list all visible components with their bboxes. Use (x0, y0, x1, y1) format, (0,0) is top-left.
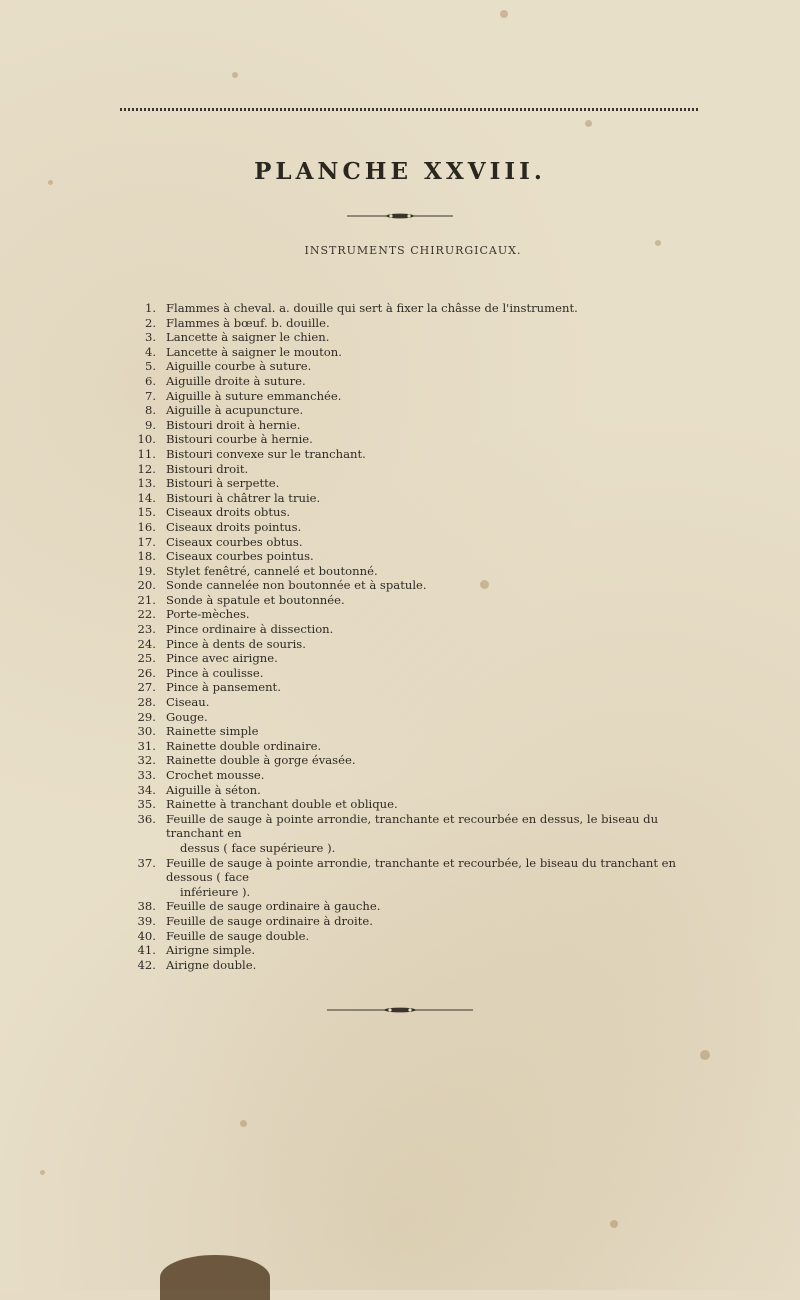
item-text: Bistouri à serpette. (166, 476, 280, 491)
item-text: Crochet mousse. (166, 768, 265, 782)
section-subtitle: INSTRUMENTS CHIRURGICAUX. (304, 244, 522, 257)
item-number: 18. (137, 549, 156, 564)
list-item (120, 753, 710, 768)
item-text: Rainette simple (166, 724, 259, 739)
list-item (120, 520, 710, 535)
item-text: Pince avec airigne. (166, 651, 278, 666)
item-text: Pince à pansement. (166, 680, 281, 695)
item-text: Aiguille courbe à suture. (166, 359, 312, 374)
item-text: Pince à coulisse. (166, 665, 264, 680)
list-item (120, 549, 710, 564)
item-text: Gouge. (166, 709, 208, 724)
list-item (120, 491, 710, 506)
list-item (120, 593, 710, 608)
item-text: Pince à dents de souris. (166, 636, 306, 651)
item-text: Feuille de sauge à pointe arrondie, tranchante et recourbée en dessus, le biseau du tranchant en (166, 811, 659, 841)
list-item (120, 958, 710, 973)
ornament-rule-icon (345, 211, 455, 221)
list-item (120, 345, 710, 360)
item-number: 13. (137, 476, 156, 491)
top-dotted-rule (120, 108, 700, 111)
list-item (120, 914, 710, 929)
item-number: 11. (137, 446, 156, 461)
item-number: 37. (137, 855, 156, 870)
list-item (120, 739, 710, 754)
item-number: 25. (137, 651, 156, 666)
item-text: Flammes à bœuf. b. douille. (166, 315, 330, 330)
item-text: Aiguille à suture emmanchée. (166, 388, 342, 403)
item-number: 28. (137, 695, 156, 710)
item-number: 34. (137, 782, 156, 797)
item-number: 22. (137, 607, 156, 622)
item-number: 32. (137, 753, 156, 768)
footer-ornament (0, 1000, 800, 1019)
foxing-spot (700, 1050, 710, 1060)
item-text: Pince ordinaire à dissection. (166, 622, 334, 637)
list-item (120, 462, 710, 477)
item-text: Bistouri à châtrer la truie. (166, 490, 321, 505)
list-item (120, 374, 710, 389)
item-number: 12. (137, 461, 156, 476)
item-text: Lancette à saigner le chien. (166, 330, 330, 345)
item-text: Sonde à spatule et boutonnée. (166, 592, 345, 607)
list-item (120, 695, 710, 710)
list-item (120, 359, 710, 374)
list-item (120, 418, 710, 433)
list-item (120, 564, 710, 579)
item-number: 6. (144, 373, 156, 388)
item-text: Ciseaux courbes pointus. (166, 549, 314, 564)
item-text: Aiguille à acupuncture. (166, 403, 304, 418)
list-item (120, 651, 710, 666)
list-item (120, 929, 710, 944)
item-text: Lancette à saigner le mouton. (166, 344, 342, 359)
item-text: Ciseaux courbes obtus. (166, 534, 303, 549)
list-item (120, 476, 710, 491)
list-item (120, 637, 710, 652)
item-number: 4. (144, 344, 156, 359)
list-item (120, 797, 710, 812)
item-number: 16. (137, 519, 156, 534)
item-text: Ciseau. (166, 695, 210, 710)
item-number: 7. (144, 388, 156, 403)
item-text: Aiguille à séton. (166, 782, 261, 797)
item-text: Bistouri droit. (166, 461, 249, 476)
ornament-rule-icon (325, 1005, 475, 1015)
item-number: 33. (137, 768, 156, 782)
instrument-list (120, 301, 710, 972)
item-number: 9. (144, 417, 156, 432)
item-number: 36. (137, 811, 156, 826)
title-ornament (0, 206, 800, 225)
list-item (120, 316, 710, 331)
foxing-spot (610, 1220, 618, 1228)
item-number: 35. (137, 797, 156, 812)
item-number: 5. (144, 359, 156, 374)
item-text: Bistouri courbe à hernie. (166, 432, 313, 447)
item-number: 26. (137, 665, 156, 680)
item-text: Porte-mèches. (166, 607, 250, 622)
item-number: 42. (137, 957, 156, 972)
item-text: Ciseaux droits pointus. (166, 519, 302, 534)
item-text: Feuille de sauge à pointe arrondie, tranchante et recourbée, le biseau du tranchant en dessous ( face (166, 855, 677, 885)
list-item (120, 447, 710, 462)
item-text: Airigne double. (166, 957, 257, 972)
item-text: Sonde cannelée non boutonnée et à spatule. (166, 578, 427, 593)
item-number: 24. (137, 636, 156, 651)
foxing-spot (232, 72, 238, 78)
list-item (120, 432, 710, 447)
item-number: 20. (137, 578, 156, 593)
item-number: 23. (137, 622, 156, 637)
item-text: Bistouri convexe sur le tranchant. (166, 446, 366, 461)
item-text: Stylet fenêtré, cannelé et boutonné. (166, 563, 378, 578)
item-text: Feuille de sauge ordinaire à droite. (166, 913, 373, 928)
item-number: 14. (137, 490, 156, 505)
item-number: 10. (137, 432, 156, 447)
foxing-spot (240, 1120, 247, 1127)
list-item (120, 403, 710, 418)
list-item (120, 943, 710, 958)
list-item (120, 899, 710, 914)
item-text: Rainette double à gorge évasée. (166, 753, 356, 768)
item-text: Aiguille droite à suture. (166, 373, 306, 388)
item-number: 2. (144, 315, 156, 330)
item-text: Feuille de sauge ordinaire à gauche. (166, 899, 381, 914)
list-item (120, 505, 710, 520)
item-number: 38. (137, 899, 156, 914)
list-item (120, 622, 710, 637)
item-number: 30. (137, 724, 156, 739)
list-item (120, 666, 710, 681)
item-number: 39. (137, 913, 156, 928)
foxing-spot (500, 10, 508, 18)
item-number: 27. (137, 680, 156, 695)
item-text: Flammes à cheval. a. douille qui sert à fixer la châsse de l'instrument. (166, 301, 578, 315)
list-item (120, 535, 710, 550)
item-text: Rainette double ordinaire. (166, 738, 322, 753)
item-text-continuation: dessus ( face supérieure ). (180, 840, 336, 855)
item-number: 29. (137, 709, 156, 724)
foxing-spot (585, 120, 592, 127)
item-text-continuation: inférieure ). (180, 884, 251, 899)
item-number: 21. (137, 592, 156, 607)
item-number: 3. (144, 330, 156, 345)
list-item (120, 330, 710, 345)
item-number: 41. (137, 943, 156, 958)
list-item (120, 724, 710, 739)
item-number: 17. (137, 534, 156, 549)
list-item (120, 812, 710, 856)
item-text: Ciseaux droits obtus. (166, 505, 291, 520)
item-text: Bistouri droit à hernie. (166, 417, 301, 432)
list-item (120, 301, 710, 316)
foxing-spot (40, 1170, 45, 1175)
item-text: Rainette à tranchant double et oblique. (166, 797, 398, 812)
list-item (120, 578, 710, 593)
list-item (120, 768, 710, 783)
list-item (120, 710, 710, 725)
item-text: Airigne simple. (166, 943, 256, 958)
list-item (120, 783, 710, 798)
list-item (120, 856, 710, 900)
item-text: Feuille de sauge double. (166, 928, 310, 943)
item-number: 31. (137, 738, 156, 753)
list-item (120, 389, 710, 404)
list-item (120, 607, 710, 622)
item-number: 1. (144, 301, 156, 315)
page-title: PLANCHE XXVIII. (254, 158, 546, 185)
item-number: 19. (137, 563, 156, 578)
item-number: 15. (137, 505, 156, 520)
ink-stain (160, 1255, 270, 1300)
list-item (120, 680, 710, 695)
item-number: 40. (137, 928, 156, 943)
item-number: 8. (144, 403, 156, 418)
